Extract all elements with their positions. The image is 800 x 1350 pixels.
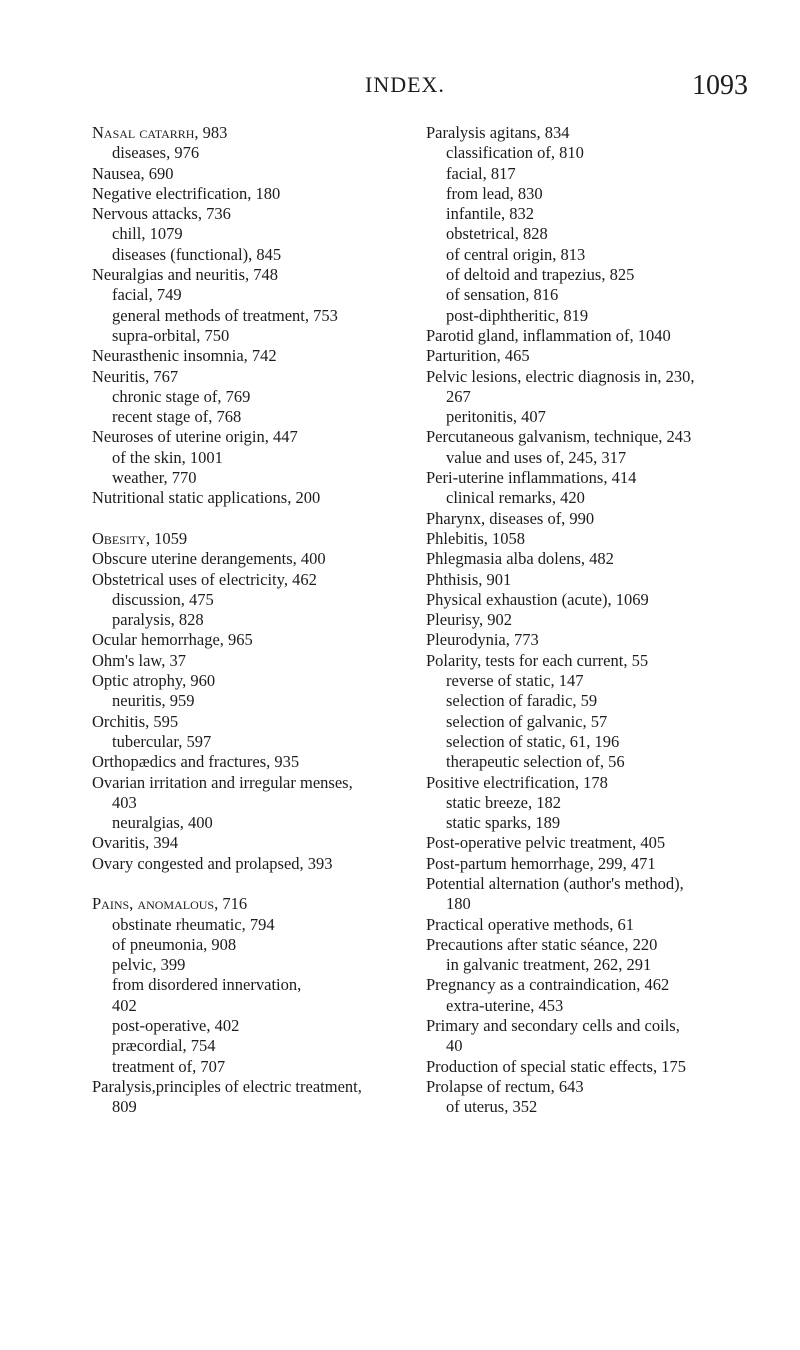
index-subentry: chronic stage of, 769 [112, 386, 251, 406]
index-subentry: of the skin, 1001 [112, 447, 223, 467]
index-subentry: classification of, 810 [446, 143, 584, 163]
index-entry-continuation: 180 [446, 894, 471, 914]
index-entry: Nausea, 690 [92, 163, 174, 183]
index-entry-continuation: 267 [446, 386, 471, 406]
index-subentry: post-diphtheritic, 819 [446, 305, 589, 325]
index-subentry: diseases (functional), 845 [112, 244, 282, 264]
index-entry: Obscure uterine derangements, 400 [92, 549, 326, 569]
index-entry: Pleurodynia, 773 [426, 630, 539, 650]
index-entry: Parotid gland, inflammation of, 1040 [426, 325, 671, 345]
index-entry: Positive electrification, 178 [426, 772, 608, 792]
index-entry: Prolapse of rectum, 643 [426, 1076, 584, 1096]
index-entry: Primary and secondary cells and coils, [426, 1016, 680, 1036]
index-subentry: selection of galvanic, 57 [446, 711, 608, 731]
index-entry: Orchitis, 595 [92, 711, 179, 731]
index-entry: Pelvic lesions, electric diagnosis in, 230, [426, 366, 695, 386]
index-entry: Neuroses of uterine origin, 447 [92, 427, 298, 447]
index-entry: Phlegmasia alba dolens, 482 [426, 549, 614, 569]
index-subentry: infantile, 832 [446, 204, 534, 224]
index-entry: Neurasthenic insomnia, 742 [92, 346, 277, 366]
index-entry: Polarity, tests for each current, 55 [426, 650, 649, 670]
index-subentry: post-operative, 402 [112, 1016, 240, 1036]
index-entry: Obesity, 1059 [92, 528, 188, 548]
index-entry: Paralysis agitans, 834 [426, 123, 570, 142]
index-entry: Parturition, 465 [426, 346, 530, 366]
index-entry-continuation: 40 [446, 1036, 463, 1056]
index-entry: Ovaritis, 394 [92, 833, 179, 853]
index-subentry: of deltoid and trapezius, 825 [446, 265, 635, 285]
index-subentry: static sparks, 189 [446, 813, 561, 833]
index-subentry: facial, 749 [112, 285, 182, 305]
index-entry: Physical exhaustion (acute), 1069 [426, 589, 649, 609]
page-number: 1093 [692, 70, 748, 101]
index-entry: Neuritis, 767 [92, 366, 179, 386]
index-subentry: supra-orbital, 750 [112, 325, 230, 345]
index-subentry: of uterus, 352 [446, 1097, 538, 1117]
index-subentry: static breeze, 182 [446, 792, 561, 812]
index-entry: Post-operative pelvic treatment, 405 [426, 833, 666, 853]
index-entry: Negative electrification, 180 [92, 183, 281, 203]
index-entry-continuation: 403 [112, 792, 137, 812]
index-subentry: recent stage of, 768 [112, 407, 242, 427]
index-entry: Obstetrical uses of electricity, 462 [92, 569, 317, 589]
index-entry: Paralysis,principles of electric treatment, [92, 1076, 362, 1096]
index-subentry: therapeutic selection of, 56 [446, 752, 625, 772]
index-subentry: peritonitis, 407 [446, 407, 546, 427]
index-entry: Pharynx, diseases of, 990 [426, 508, 595, 528]
index-entry: Ovary congested and prolapsed, 393 [92, 853, 333, 873]
index-subentry: facial, 817 [446, 163, 516, 183]
index-subentry: paralysis, 828 [112, 610, 204, 630]
index-subentry: selection of static, 61, 196 [446, 731, 620, 751]
index-subentry: of pneumonia, 908 [112, 934, 237, 954]
index-entry: Practical operative methods, 61 [426, 914, 635, 934]
index-subentry: clinical remarks, 420 [446, 488, 585, 508]
index-entry: Production of special static effects, 175 [426, 1056, 686, 1076]
index-entry: Neuralgias and neuritis, 748 [92, 265, 279, 285]
index-subentry: from disordered innervation, [112, 975, 302, 995]
index-subentry: neuritis, 959 [112, 691, 195, 711]
section-gap [92, 874, 427, 894]
index-subentry: selection of faradic, 59 [446, 691, 598, 711]
index-subentry: tubercular, 597 [112, 731, 212, 751]
index-subentry: of central origin, 813 [446, 244, 586, 264]
index-entry: Post-partum hemorrhage, 299, 471 [426, 853, 656, 873]
index-subentry: neuralgias, 400 [112, 813, 213, 833]
index-subentry: obstetrical, 828 [446, 224, 548, 244]
index-column-left [92, 123, 427, 1118]
index-subentry: in galvanic treatment, 262, 291 [446, 955, 652, 975]
running-title: INDEX. [365, 72, 445, 97]
index-entry: Ovarian irritation and irregular menses, [92, 772, 353, 792]
index-subentry: from lead, 830 [446, 183, 543, 203]
index-subentry: of sensation, 816 [446, 285, 559, 305]
index-entry-continuation: 402 [112, 995, 137, 1015]
index-subentry: extra-uterine, 453 [446, 995, 564, 1015]
index-subentry: reverse of static, 147 [446, 671, 584, 691]
index-entry: Potential alternation (author's method), [426, 873, 684, 893]
index-entry: Phlebitis, 1058 [426, 528, 526, 548]
index-subentry: general methods of treatment, 753 [112, 305, 338, 325]
index-entry: Ohm's law, 37 [92, 650, 187, 670]
index-column-right [426, 123, 776, 1118]
index-entry: Phthisis, 901 [426, 569, 512, 589]
index-entry-continuation: 809 [112, 1097, 137, 1117]
index-subentry: weather, 770 [112, 468, 197, 488]
section-gap [92, 509, 427, 529]
page-header [0, 72, 800, 108]
index-subentry: discussion, 475 [112, 589, 214, 609]
index-entry: Percutaneous galvanism, technique, 243 [426, 427, 692, 447]
index-subentry: value and uses of, 245, 317 [446, 447, 627, 467]
index-subentry: chill, 1079 [112, 224, 183, 244]
index-subentry: præcordial, 754 [112, 1036, 216, 1056]
index-entry: Nasal catarrh, 983 [92, 123, 228, 142]
index-entry: Pregnancy as a contraindication, 462 [426, 975, 670, 995]
index-entry: Precautions after static séance, 220 [426, 934, 658, 954]
index-entry: Orthopædics and fractures, 935 [92, 752, 300, 772]
index-subentry: diseases, 976 [112, 143, 200, 163]
index-entry: Optic atrophy, 960 [92, 671, 216, 691]
index-entry: Ocular hemorrhage, 965 [92, 630, 253, 650]
index-subentry: treatment of, 707 [112, 1056, 226, 1076]
index-entry: Pleurisy, 902 [426, 610, 513, 630]
index-entry: Nutritional static applications, 200 [92, 488, 321, 508]
index-entry: Peri-uterine inflammations, 414 [426, 468, 637, 488]
index-subentry: pelvic, 399 [112, 955, 186, 975]
index-entry: Nervous attacks, 736 [92, 204, 231, 224]
index-entry: Pains, anomalous, 716 [92, 894, 248, 914]
index-subentry: obstinate rheumatic, 794 [112, 914, 275, 934]
